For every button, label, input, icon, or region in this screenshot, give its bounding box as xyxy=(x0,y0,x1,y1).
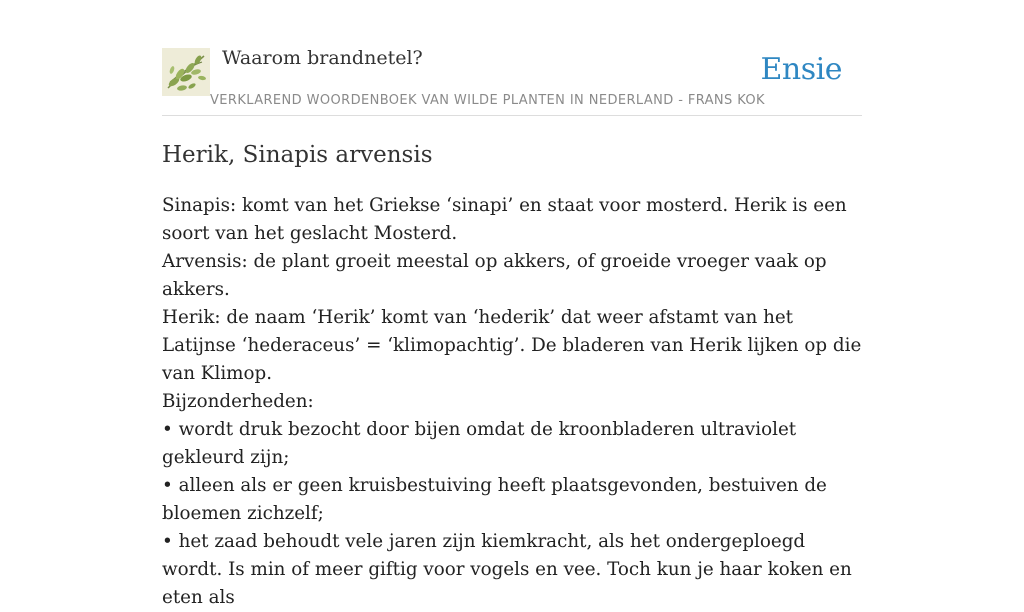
header xyxy=(162,46,862,116)
paragraph-sinapis: Sinapis: komt van het Griekse ‘sinapi’ en staat voor mosterd. Herik is een soort van het geslacht Mosterd. xyxy=(162,195,847,244)
brand-logo[interactable]: Ensie xyxy=(760,52,842,87)
paragraph-bijzonderheden-heading: Bijzonderheden: xyxy=(162,391,314,412)
question-title[interactable]: Waarom brandnetel? xyxy=(222,47,423,69)
article-body xyxy=(162,192,862,612)
bullet-item-bestuiving: • alleen als er geen kruisbestuiving heeft plaatsgevonden, bestuiven de bloemen zichzelf; xyxy=(162,475,827,524)
bullet-item-bijen: • wordt druk bezocht door bijen omdat de kroonbladeren ultraviolet gekleurd zijn; xyxy=(162,419,797,468)
paragraph-arvensis: Arvensis: de plant groeit meestal op akkers, of groeide vroeger vaak op akkers. xyxy=(162,251,827,300)
paragraph-herik: Herik: de naam ‘Herik’ komt van ‘hederik’ dat weer afstamt van het Latijnse ‘hederaceus’ = ‘klimopachtig’. De bladeren van Herik lijken op die van Klimop. xyxy=(162,307,862,384)
source-dictionary[interactable]: VERKLAREND WOORDENBOEK VAN WILDE PLANTEN IN NEDERLAND - FRANS KOK xyxy=(210,93,765,108)
article-title: Herik, Sinapis arvensis xyxy=(162,142,433,168)
header-divider xyxy=(162,115,862,116)
plant-avatar-icon xyxy=(162,48,210,96)
bullet-item-zaad: • het zaad behoudt vele jaren zijn kiemkracht, als het ondergeploegd wordt. Is min of meer giftig voor vogels en vee. Toch kun je haar koken en eten als xyxy=(162,531,852,608)
